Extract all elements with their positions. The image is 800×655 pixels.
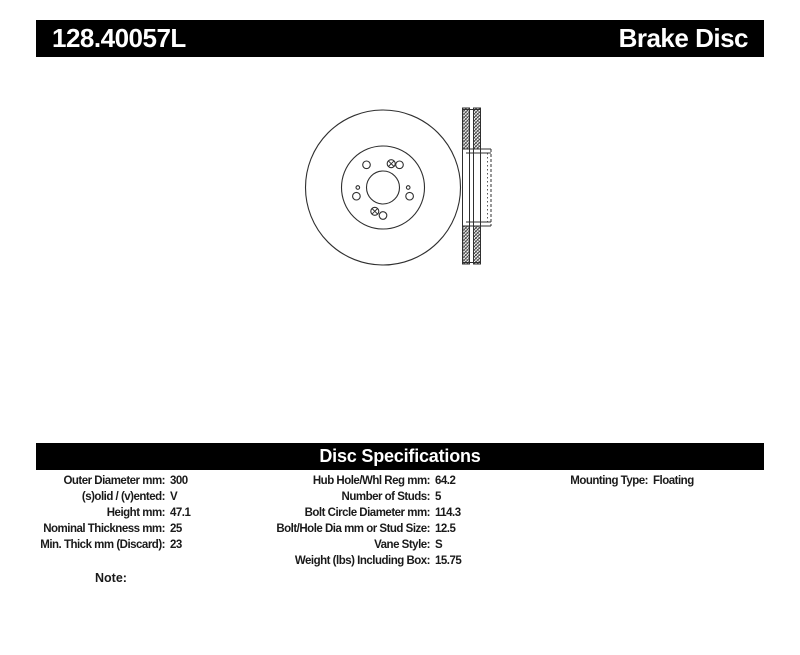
spec-row	[33, 537, 190, 553]
spec-value: V	[170, 491, 178, 503]
set-screw-hole	[371, 207, 379, 215]
spec-row	[33, 473, 190, 489]
product-name: Brake Disc	[618, 23, 748, 53]
spec-value: 23	[170, 539, 182, 551]
stud-hole	[396, 161, 404, 169]
rotor-plate-section	[463, 108, 470, 149]
note-label: Note:	[95, 571, 127, 585]
stud-hole	[406, 192, 414, 200]
small-hole	[406, 186, 410, 190]
note	[95, 571, 127, 585]
spec-value: 5	[435, 491, 441, 503]
spec-row	[272, 553, 461, 569]
center-hub-hole	[367, 171, 400, 204]
hat-circle	[342, 146, 425, 229]
spec-value: 47.1	[170, 507, 191, 519]
spec-value: 15.75	[435, 555, 462, 567]
spec-value: 25	[170, 523, 182, 535]
spec-row	[33, 521, 190, 537]
spec-label: Height mm:	[106, 507, 165, 519]
spec-label: Vane Style:	[374, 539, 430, 551]
spec-row	[272, 473, 461, 489]
spec-label: Number of Studs:	[341, 491, 430, 503]
spec-value: 114.3	[435, 507, 461, 519]
spec-value: 300	[170, 475, 188, 487]
rotor-plate-section	[474, 226, 481, 264]
spec-label: (s)olid / (v)ented:	[81, 491, 165, 503]
title-bar	[36, 20, 764, 57]
outer-diameter-circle	[306, 110, 461, 265]
part-number: 128.40057L	[52, 23, 186, 53]
front-view	[306, 110, 461, 265]
section-title-bar	[36, 443, 764, 470]
spec-row	[33, 489, 190, 505]
spec-label: Mounting Type:	[570, 475, 648, 487]
spec-row	[33, 505, 190, 521]
rotor-plate-section	[474, 108, 481, 149]
stud-hole	[363, 161, 371, 169]
stud-hole	[379, 212, 387, 220]
spec-row	[272, 521, 461, 537]
cross-section-view	[463, 108, 492, 264]
spec-label: Outer Diameter mm:	[63, 475, 165, 487]
spec-row	[272, 489, 461, 505]
spec-row	[272, 537, 461, 553]
spec-value: Floating	[653, 475, 694, 487]
set-screw-hole	[387, 160, 395, 168]
section-title: Disc Specifications	[319, 446, 481, 466]
spec-label: Hub Hole/Whl Reg mm:	[312, 475, 430, 487]
spec-label: Nominal Thickness mm:	[43, 523, 165, 535]
spec-column-right	[528, 473, 694, 489]
stud-hole	[353, 192, 361, 200]
spec-row	[528, 473, 694, 489]
spec-column-left	[33, 473, 190, 553]
spec-row	[272, 505, 461, 521]
spec-value: S	[435, 539, 443, 551]
rotor-plate-section	[463, 226, 470, 264]
spec-label: Weight (lbs) Including Box:	[294, 555, 430, 567]
spec-label: Bolt/Hole Dia mm or Stud Size:	[276, 523, 430, 535]
spec-label: Bolt Circle Diameter mm:	[304, 507, 430, 519]
brake-disc-technical-drawing	[295, 100, 500, 275]
spec-column-middle	[272, 473, 461, 569]
small-hole	[356, 186, 360, 190]
spec-label: Min. Thick mm (Discard):	[40, 539, 165, 551]
spec-value: 64.2	[435, 475, 456, 487]
spec-value: 12.5	[435, 523, 456, 535]
